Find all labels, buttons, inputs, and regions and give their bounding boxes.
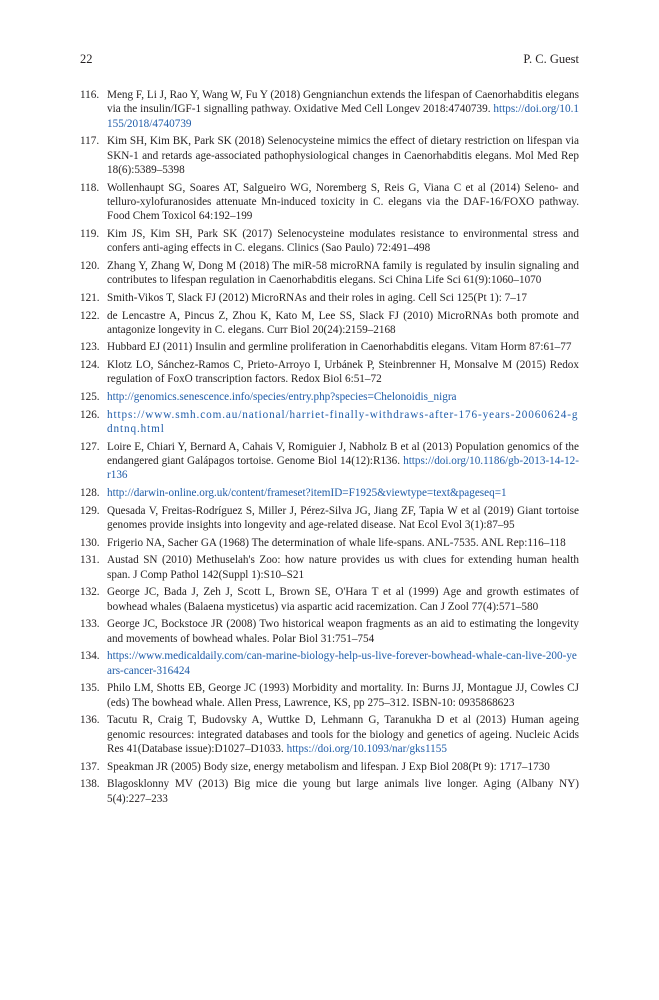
reference-item [80, 390, 579, 404]
reference-text: George JC, Bockstoce JR (2008) Two historical weapon fragments as an aid to estimating the longevity and movements of bowhead whales. Polar Biol 31:751–754 [107, 618, 579, 645]
reference-text: de Lencastre A, Pincus Z, Zhou K, Kato M, Lee SS, Slack FJ (2010) MicroRNAs both promote and antagonize longevity in C. elegans. Curr Biol 20(24):2159–2168 [107, 309, 579, 336]
reference-item [80, 440, 579, 483]
reference-number: 137. [80, 760, 100, 773]
reference-link[interactable]: http://genomics.senescence.info/species/entry.php?species=Chelonoidis_nigra [107, 391, 457, 404]
reference-item [80, 713, 579, 756]
reference-link[interactable]: https://www.smh.com.au/national/harriet-finally-withdraws-after-176-years-20060624-gdntnq.html [107, 408, 579, 436]
reference-item [80, 259, 579, 288]
reference-item [80, 134, 579, 177]
running-head: P. C. Guest [523, 52, 579, 66]
reference-number: 136. [80, 714, 100, 727]
reference-link[interactable]: https://doi.org/10.1155/2018/4740739 [107, 103, 579, 130]
page-number: 22 [80, 52, 93, 66]
reference-text: George JC, Bada J, Zeh J, Scott L, Brown SE, O'Hara T et al (1999) Age and growth estimates of bowhead whales (Balaena mysticetus) via aspartic acid racemization. Can J Zool 77(4):571–580 [107, 586, 579, 613]
reference-number: 119. [80, 227, 100, 240]
page-header [80, 51, 579, 67]
reference-item [80, 681, 579, 710]
reference-number: 134. [80, 650, 100, 663]
reference-number: 118. [80, 181, 100, 194]
reference-number: 121. [80, 291, 100, 304]
reference-text: Kim JS, Kim SH, Park SK (2017) Selenocysteine modulates resistance to environmental stress and confers anti-aging effects in C. elegans. Clinics (Sao Paulo) 72:491–498 [107, 227, 579, 255]
reference-number: 138. [80, 778, 100, 791]
reference-list [80, 88, 579, 809]
reference-item [80, 536, 579, 550]
reference-text: Tacutu R, Craig T, Budovsky A, Wuttke D, Lehmann G, Taranukha D et al (2013) Human ageing genomic resources: integrated databases and tools for the biology and genetics of ageing. Nucleic Acids Res 41(Database issue):D1027–D1033. [107, 714, 579, 755]
reference-number: 117. [80, 135, 100, 148]
reference-item [80, 486, 579, 500]
reference-item [80, 553, 579, 582]
reference-item [80, 617, 579, 646]
reference-item [80, 88, 579, 131]
reference-number: 133. [80, 618, 100, 631]
reference-number: 120. [80, 259, 100, 272]
reference-item [80, 408, 579, 437]
reference-number: 124. [80, 359, 100, 372]
reference-item [80, 585, 579, 614]
reference-text: Blagosklonny MV (2013) Big mice die young but large animals live longer. Aging (Albany NY) 5(4):227–233 [107, 778, 579, 805]
reference-text: Klotz LO, Sánchez-Ramos C, Prieto-Arroyo I, Urbánek P, Steinbrenner H, Monsalve M (2015) Redox regulation of FoxO transcription factors. Redox Biol 6:51–72 [107, 359, 579, 386]
reference-item [80, 340, 579, 354]
reference-number: 131. [80, 554, 100, 567]
reference-item [80, 309, 579, 338]
reference-text: Hubbard EJ (2011) Insulin and germline proliferation in Caenorhabditis elegans. Vitam Horm 87:61–77 [107, 341, 572, 354]
reference-text: Austad SN (2010) Methuselah's Zoo: how nature provides us with clues for extending human health span. J Comp Pathol 142(Suppl 1):S10–S21 [107, 554, 579, 581]
reference-link[interactable]: https://doi.org/10.1186/gb-2013-14-12-r136 [107, 455, 579, 482]
reference-item [80, 760, 579, 774]
reference-item [80, 181, 579, 224]
reference-item [80, 504, 579, 533]
reference-text: Frigerio NA, Sacher GA (1968) The determination of whale life-spans. ANL-7535. ANL Rep:116–118 [107, 536, 566, 549]
reference-text: Quesada V, Freitas-Rodríguez S, Miller J, Pérez-Silva JG, Jiang ZF, Tapia W et al (2019) Giant tortoise genomes provide insights into longevity and age-related disease. Nat Ecol Evol 3(1):87–95 [107, 504, 579, 532]
reference-item [80, 358, 579, 387]
reference-number: 116. [80, 89, 100, 101]
reference-number: 127. [80, 440, 100, 453]
reference-number: 125. [80, 391, 100, 404]
reference-number: 123. [80, 341, 100, 354]
reference-text: Wollenhaupt SG, Soares AT, Salgueiro WG, Noremberg S, Reis G, Viana C et al (2014) Seleno- and telluro-xylofuranosides attenuate Mn-induced toxicity in C. elegans via the DAF-16/FOXO pathway. Food Chem Toxicol 64:192–199 [107, 181, 579, 223]
reference-number: 128. [80, 487, 100, 500]
reference-item [80, 227, 579, 256]
reference-item [80, 649, 579, 678]
reference-number: 129. [80, 504, 100, 517]
reference-text: Smith-Vikos T, Slack FJ (2012) MicroRNAs and their roles in aging. Cell Sci 125(Pt 1): 7–17 [107, 291, 527, 304]
reference-link[interactable]: http://darwin-online.org.uk/content/frameset?itemID=F1925&viewtype=text&pageseq=1 [107, 487, 507, 500]
reference-link[interactable]: https://doi.org/10.1093/nar/gks1155 [286, 742, 447, 755]
reference-text: Meng F, Li J, Rao Y, Wang W, Fu Y (2018) Gengnianchun extends the lifespan of Caenorhabditis elegans via the insulin/IGF-1 signalling pathway. Oxidative Med Cell Longev 2018:4740739. [107, 89, 579, 116]
reference-text: Speakman JR (2005) Body size, energy metabolism and lifespan. J Exp Biol 208(Pt 9): 1717–1730 [107, 760, 550, 773]
reference-number: 126. [80, 408, 100, 421]
reference-number: 130. [80, 536, 100, 549]
reference-text: Zhang Y, Zhang W, Dong M (2018) The miR-58 microRNA family is regulated by insulin signaling and contributes to lifespan regulation in Caenorhabditis elegans. Sci China Life Sci 61(9):1060–1070 [107, 259, 579, 287]
reference-item [80, 291, 579, 305]
reference-text: Philo LM, Shotts EB, George JC (1993) Morbidity and mortality. In: Burns JJ, Montague JJ, Cowles CJ (eds) The bowhead whale. Allen Press, Lawrence, KS, pp 275–312. ISBN-10: 0935868623 [107, 682, 579, 709]
reference-number: 135. [80, 682, 100, 695]
reference-number: 122. [80, 309, 100, 322]
reference-number: 132. [80, 586, 100, 599]
reference-item [80, 777, 579, 806]
reference-text: Kim SH, Kim BK, Park SK (2018) Selenocysteine mimics the effect of dietary restriction on lifespan via SKN-1 and retards age-associated pathophysiological changes in Caenorhabditis elegans. Mol Med Rep 18(6):5389–5398 [107, 135, 579, 176]
reference-link[interactable]: https://www.medicaldaily.com/can-marine-biology-help-us-live-forever-bowhead-whale-can-live-200-years-cancer-316424 [107, 650, 577, 677]
reference-text: Loire E, Chiari Y, Bernard A, Cahais V, Romiguier J, Nabholz B et al (2013) Population genomics of the endangered giant Galápagos tortoise. Genome Biol 14(12):R136. [107, 440, 579, 468]
